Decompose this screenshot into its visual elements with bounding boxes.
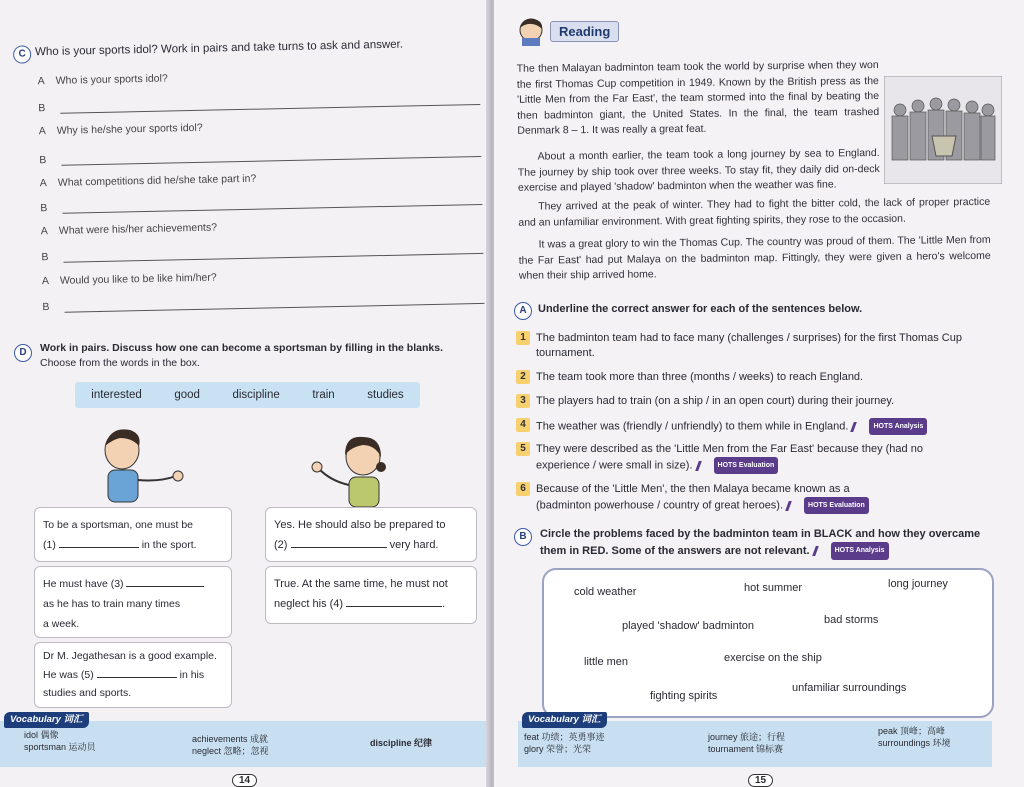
dialog-line-9: A Would you like to be like him/her? xyxy=(41,271,217,288)
dialog-line-4: B xyxy=(39,154,47,167)
dialog-line-6: B xyxy=(40,202,48,215)
blank-1[interactable] xyxy=(59,535,139,548)
answer-line-5[interactable] xyxy=(65,303,485,313)
blank-2[interactable] xyxy=(291,535,387,548)
option-cold-weather[interactable]: cold weather xyxy=(574,586,637,598)
hots-badge: HOTS Evaluation xyxy=(804,497,869,514)
answer-line-1[interactable] xyxy=(60,104,480,114)
vocab-col-2: achievements 成就 neglect 忽略；忽视 xyxy=(192,734,269,756)
section-c-badge: C xyxy=(13,45,31,63)
passage-paragraph-3: They arrived at the peak of winter. They had to fight the bitter cold, the lack of proper practice and an unfamiliar environment. With great fighting spirits, they rose to the occasion. xyxy=(518,195,991,229)
right-page xyxy=(494,0,1024,787)
blank-5[interactable] xyxy=(97,665,177,678)
hots-badge: HOTS Analysis xyxy=(831,542,889,560)
question-2: 2 The team took more than three (months / weeks) to reach England. xyxy=(516,370,996,385)
vocabulary-tag: Vocabulary 词汇 xyxy=(4,712,89,728)
problem-box xyxy=(542,568,994,718)
hots-pencil-icon xyxy=(812,546,829,556)
hots-badge: HOTS Evaluation xyxy=(714,457,779,474)
page-number-left: 14 xyxy=(232,774,257,787)
word-interested: interested xyxy=(91,389,142,401)
girl-illustration xyxy=(305,425,415,510)
speech-bubble-1: To be a sportsman, one must be (1) in the sport. xyxy=(34,507,232,562)
option-long-journey[interactable]: long journey xyxy=(888,578,948,590)
vocab-col-2: journey 旅途；行程 tournament 锦标赛 xyxy=(708,732,786,754)
dialog-line-5: A What competitions did he/she take part in? xyxy=(39,172,257,190)
answer-line-3[interactable] xyxy=(62,204,482,214)
dialog-line-10: B xyxy=(42,301,50,314)
section-b-instruction: Circle the problems faced by the badminton team in BLACK and how they overcame them in RED. Some of the answers are not relevant. HOTS Analysis xyxy=(540,526,1000,560)
option-unfamiliar-surroundings[interactable]: unfamiliar surroundings xyxy=(792,682,907,694)
dialog-line-2: B xyxy=(38,102,46,115)
passage-paragraph-2: About a month earlier, the team took a long journey by sea to England. The journey by ship took over three weeks. To stay fit, they daily did on-deck exercise and played 'shadow' badminton when the weather was fine. xyxy=(517,146,880,194)
boy-illustration xyxy=(90,420,200,505)
reading-passage xyxy=(494,0,1024,290)
speech-bubble-5: Dr M. Jegathesan is a good example. He was (5) in his studies and sports. xyxy=(34,642,232,708)
section-d-badge: D xyxy=(14,344,32,362)
word-good: good xyxy=(174,389,200,401)
section-c xyxy=(0,0,490,330)
option-hot-summer[interactable]: hot summer xyxy=(744,582,803,594)
dialog-line-8: B xyxy=(41,251,49,264)
dialog-line-7: A What were his/her achievements? xyxy=(40,221,218,238)
vocab-col-1: feat 功绩；英勇事迹 glory 荣誉；光荣 xyxy=(524,732,605,754)
blank-4[interactable] xyxy=(346,594,442,607)
question-5: 5 They were described as the 'Little Men from the Far East' because they (had no experience / were small in size). HOTS Evaluation xyxy=(516,442,966,474)
vocab-col-3: peak 顶峰；高峰 surroundings 环境 xyxy=(878,726,951,748)
vocabulary-band-right xyxy=(518,714,992,767)
section-a-badge: A xyxy=(514,302,532,320)
passage-paragraph-1: The then Malayan badminton team took the world by surprise when they won the first Thomas Cup competition in 1949. Known by the British press as the 'Little Men from the Far East', the team stormed into the final by beating the then badminton giant, the United States. In the final, the team trashed Denmark 8 – 1. It was really a great feat. xyxy=(516,58,880,137)
dialog-line-3: A Why is he/she your sports idol? xyxy=(38,121,203,138)
word-discipline: discipline xyxy=(232,389,280,401)
section-c-instruction: Who is your sports idol? Work in pairs and take turns to ask and answer. xyxy=(34,38,404,59)
section-b-badge: B xyxy=(514,528,532,546)
question-1: 1 The badminton team had to face many (challenges / surprises) for the first Thomas Cup tournament. xyxy=(516,331,996,361)
question-4: 4 The weather was (friendly / unfriendly) to them while in England. HOTS Analysis xyxy=(516,418,996,435)
hots-pencil-icon xyxy=(851,422,868,432)
option-exercise-on-ship[interactable]: exercise on the ship xyxy=(724,652,822,664)
blank-3[interactable] xyxy=(126,574,204,587)
word-train: train xyxy=(312,389,335,401)
page-number-right: 15 xyxy=(748,774,773,787)
speech-bubble-2: Yes. He should also be prepared to (2) very hard. xyxy=(265,507,477,562)
option-bad-storms[interactable]: bad storms xyxy=(824,614,879,626)
answer-line-2[interactable] xyxy=(61,156,481,166)
dialog-line-1: A Who is your sports idol? xyxy=(37,72,168,88)
vocabulary-tag: Vocabulary 词汇 xyxy=(522,712,607,728)
section-a-instruction: Underline the correct answer for each of the sentences below. xyxy=(538,303,863,315)
question-6: 6 Because of the 'Little Men', the then Malaya became known as a (badminton powerhouse / country of great heroes). HOTS Evaluation xyxy=(516,482,886,514)
vocabulary-band-left xyxy=(0,714,486,767)
hots-pencil-icon xyxy=(785,501,802,511)
word-box xyxy=(75,382,420,408)
reading-title: Reading xyxy=(550,21,619,42)
option-shadow-badminton[interactable]: played 'shadow' badminton xyxy=(622,620,755,632)
left-page xyxy=(0,0,490,787)
option-little-men[interactable]: little men xyxy=(584,656,629,668)
speech-bubble-3: He must have (3) as he has to train many times a week. xyxy=(34,566,232,638)
speech-bubble-4: True. At the same time, he must not neglect his (4) . xyxy=(265,566,477,624)
section-d-instruction: Work in pairs. Discuss how one can become a sportsman by filling in the blanks. Choose from the words in the box. xyxy=(40,342,443,369)
word-studies: studies xyxy=(367,389,404,401)
hots-pencil-icon xyxy=(695,461,712,471)
vocab-col-1: idol 偶像 sportsman 运动员 xyxy=(24,730,96,752)
vocab-col-3: discipline 纪律 xyxy=(370,738,433,748)
hots-badge: HOTS Analysis xyxy=(869,418,927,435)
answer-line-4[interactable] xyxy=(63,253,483,263)
question-3: 3 The players had to train (on a ship / in an open court) during their journey. xyxy=(516,394,996,409)
option-fighting-spirits[interactable]: fighting spirits xyxy=(650,690,718,702)
passage-paragraph-4: It was a great glory to win the Thomas Cup. The country was proud of them. The 'Little Men from the Far East' had put Malaya on the badminton map. Fittingly, they were given a hero's welcome when their ship arrived home. xyxy=(518,233,991,282)
